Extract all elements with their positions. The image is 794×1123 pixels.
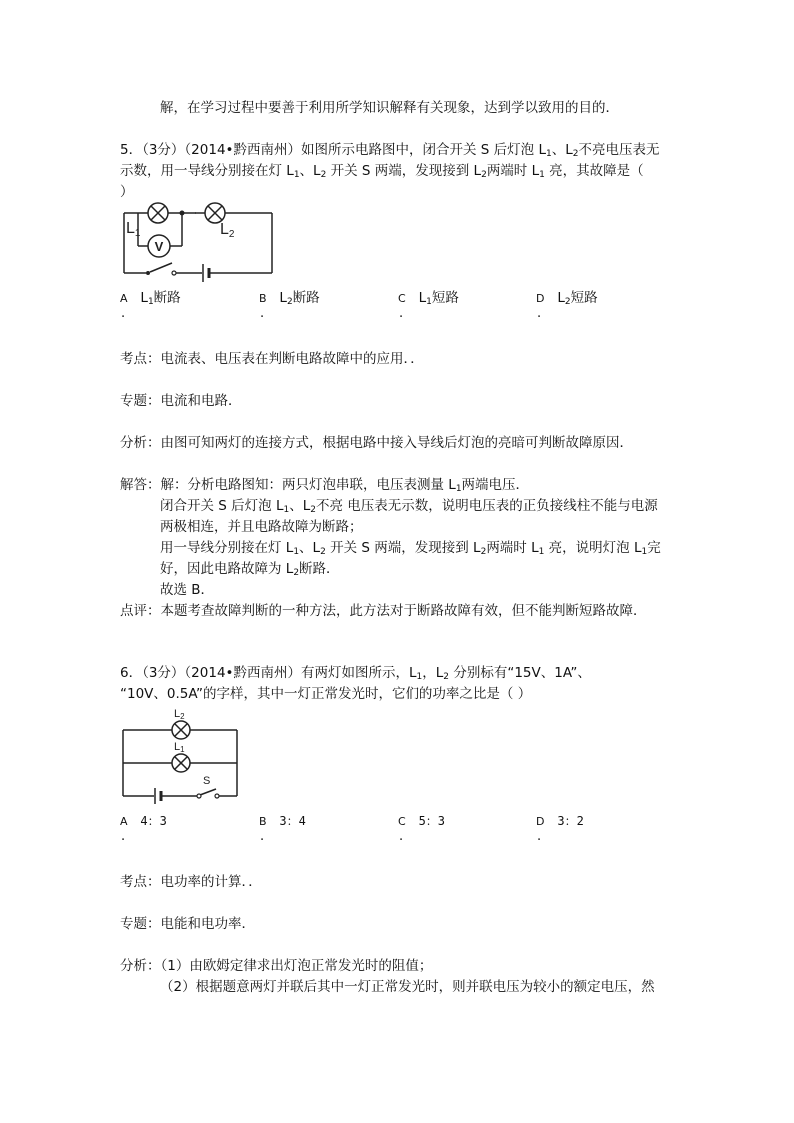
q5-stem-line3: ） xyxy=(120,184,134,200)
q6-option-a[interactable]: A 4：3 xyxy=(120,814,167,828)
label-l2: L2 xyxy=(220,221,235,240)
q5-jieda-line6: 故选 B． xyxy=(160,582,215,598)
junction-dot xyxy=(180,211,185,216)
switch-contact xyxy=(146,271,150,275)
q6-circuit-diagram xyxy=(120,700,240,800)
intro-line: 解，在学习过程中要善于利用所学知识解释有关现象，达到学以致用的目的． xyxy=(160,100,619,116)
lamp-l2-icon xyxy=(172,721,190,739)
q5-jieda-line1: 解答：解：分析电路图知：两只灯泡串联，电压表测量 $L_1$两端电压． xyxy=(120,477,530,494)
battery-icon xyxy=(155,788,161,804)
q5-dianping: 点评：本题考查故障判断的一种方法，此方法对于断路故障有效，但不能判断短路故障． xyxy=(120,603,647,619)
q5-option-c[interactable]: C $L_1$短路 xyxy=(398,290,459,307)
q5-kaodian: 考点：电流表、电压表在判断电路故障中的应用．． xyxy=(120,351,424,367)
q5-circuit-diagram xyxy=(120,200,280,280)
q6-option-b[interactable]: B 3：4 xyxy=(259,814,306,828)
svg-text:V: V xyxy=(154,239,164,254)
lamp-l1-icon xyxy=(148,203,168,223)
q5-stem-line1: 5．（3分）（2014•黔西南州）如图所示电路图中，闭合开关 S 后灯泡 $L_1$、$L_2$不亮电压表无 xyxy=(120,142,660,159)
switch-contact xyxy=(215,794,219,798)
q5-jieda-line4: 用一导线分别接在灯 $L_1$、$L_2$ 开关 S 两端，发现接到 $L_2$两端时 $L_1$ 亮，说明灯泡 $L_1$完 xyxy=(160,540,661,557)
label-l1: L1 xyxy=(126,220,141,239)
q6-fenxi-line1: 分析：（1）由欧姆定律求出灯泡正常发光时的阻值； xyxy=(120,958,433,974)
battery-icon xyxy=(203,264,209,282)
q5-jieda-line2: 闭合开关 S 后灯泡 $L_1$、$L_2$不亮 电压表无示数，说明电压表的正负接线柱不能与电源 xyxy=(160,498,658,515)
q5-stem-line2: 示数，用一导线分别接在灯 $L_1$、$L_2$ 开关 S 两端，发现接到 $L_2$两端时 $L_1$ 亮，其故障是（ xyxy=(120,163,644,180)
q5-option-d[interactable]: D $L_2$短路 xyxy=(536,290,598,307)
label-l2: L2 xyxy=(174,708,185,721)
switch-contact xyxy=(172,271,176,275)
q6-kaodian: 考点：电功率的计算．． xyxy=(120,874,262,890)
q5-option-a[interactable]: A $L_1$断路 xyxy=(120,290,181,307)
q6-fenxi-line2: （2）根据题意两灯并联后其中一灯正常发光时，则并联电压为较小的额定电压，然 xyxy=(160,979,655,995)
q6-stem-line1: 6．（3分）（2014•黔西南州）有两灯如图所示，$L_1$，$L_2$ 分别标有“15V、1A”、 xyxy=(120,665,591,682)
lamp-l2-icon xyxy=(205,203,225,223)
q5-zhuanti: 专题：电流和电路． xyxy=(120,393,242,409)
voltmeter-icon xyxy=(148,235,170,257)
q5-jieda-line3: 两极相连，并且电路故障为断路； xyxy=(160,519,363,535)
q5-fenxi: 分析：由图可知两灯的连接方式，根据电路中接入导线后灯泡的亮暗可判断故障原因． xyxy=(120,435,633,451)
label-switch-s: S xyxy=(203,775,211,787)
q5-jieda-line5: 好，因此电路故障为 $L_2$断路． xyxy=(160,561,340,578)
q5-option-b[interactable]: B $L_2$断路 xyxy=(259,290,320,307)
switch-contact xyxy=(197,794,201,798)
q6-option-d[interactable]: D 3：2 xyxy=(536,814,584,828)
lamp-l1-icon xyxy=(172,754,190,772)
document-page: 解，在学习过程中要善于利用所学知识解释有关现象，达到学以致用的目的． 5．（3分）（2014•黔西南州）如图所示电路图中，闭合开关 S 后灯泡 $L_1$、$L_2$不亮电压表无 示数，用一导线分别接在灯 $L_1$、$L_2$ 开关 S 两端，发现接到 $L_2$两端时 $L_1$ 亮，其故障是（ ） V L1 L2 A $L_1$断路 . B $L_2$断路 . C $L_1$短路 . D $L_2$短路 . 考点：电流表、电压表在判断电路故障中的应用．． 专题：电流和电路． 分析：由图可知两灯的连接方式，根据电路中接入导线后灯泡的亮暗可判断故障原因． 解答：解：分析电路图知：两只灯泡串联，电压表测量 $L_1$两端电压． 闭合开关 S 后灯泡 $L_1$、$L_2$不亮 电压表无示数，说明电压表的正负接线柱不能与电源 两极相连，并且电路故障为断路； 用一导线分别接在灯 $L_1$、$L_2$ 开关 S 两端，发现接到 $L_2$两端时 $L_1$ 亮，说明灯泡 $L_1$完 好，因此电路故障为 $L_2$断路． 故选 B． 点评：本题考查故障判断的一种方法，此方法对于断路故障有效，但不能判断短路故障． 6．（3分）（2014•黔西南州）有两灯如图所示，$L_1$，$L_2$ 分别标有“15V、1A”、 “10V、0.5A”的字样，其中一灯正常发光时，它们的功率之比是（ ） L2 L1 S A 4：3 . B 3：4 . C 5：3 . D 3：2 . 考点：电功率的计算．． 专题：电能和电功率． 分析：（1）由欧姆定律求出灯泡正常发光时的阻值； （2）根据题意两灯并联后其中一灯正常发光时，则并联电压为较小的额定电压，然 xyxy=(120,100,661,995)
label-l1: L1 xyxy=(174,741,185,754)
q6-zhuanti: 专题：电能和电功率． xyxy=(120,916,255,932)
q6-stem-line2: “10V、0.5A”的字样，其中一灯正常发光时，它们的功率之比是（ ） xyxy=(120,686,532,702)
q6-option-c[interactable]: C 5：3 xyxy=(398,814,446,828)
